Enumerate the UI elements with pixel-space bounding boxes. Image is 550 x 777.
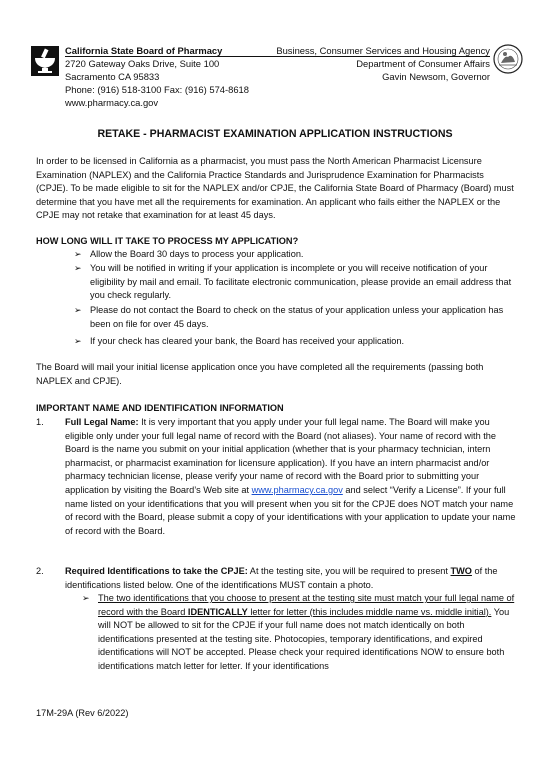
arrow-bullet-icon: ➢ — [82, 593, 90, 603]
address-line-1: 2720 Gateway Oaks Drive, Suite 100 — [65, 58, 220, 69]
section-closing-paragraph: The Board will mail your initial license application once you have completed all the requirements (passing both NAPLEX and CPJE). — [36, 362, 484, 386]
phone-fax: Phone: (916) 518-3100 Fax: (916) 574-8618 — [65, 84, 249, 95]
arrow-bullet-icon: ➢ — [74, 249, 82, 259]
list-item: ➢ You will be notified in writing if your application is incomplete or you will receive notification of your eligibility by mail and email. To facilitate electronic communication, please provide an email address that you check regularly. — [74, 263, 512, 301]
department: Department of Consumer Affairs — [356, 58, 490, 69]
item-number: 1. — [36, 417, 44, 427]
required-identifications-label: Required Identifications to take the CPJE: — [65, 566, 248, 576]
arrow-bullet-icon: ➢ — [74, 336, 82, 346]
section-heading-identification: IMPORTANT NAME AND IDENTIFICATION INFORMATION — [36, 403, 284, 413]
item-number: 2. — [36, 566, 44, 576]
intro-paragraph: In order to be licensed in California as a pharmacist, you must pass the North American Pharmacist Licensure Examination (NAPLEX) and the California Practice Standards and Jurisprudence Examination for Pharmacists (CPJE). To be made eligible to sit for the NAPLEX and/or CPJE, the California State Board of Pharmacy (Board) must determine that you have met all the requirements for examination. An applicant who fails either the NAPLEX or the CPJE may not retake that examination for at least 45 days. — [36, 156, 514, 221]
state-seal — [493, 44, 523, 74]
board-logo — [31, 46, 59, 76]
pharmacy-website-link[interactable]: www.pharmacy.ca.gov — [251, 484, 343, 495]
section-heading-processing: HOW LONG WILL IT TAKE TO PROCESS MY APPLICATION? — [36, 236, 299, 246]
arrow-bullet-icon: ➢ — [74, 305, 82, 315]
governor: Gavin Newsom, Governor — [382, 71, 490, 82]
website: www.pharmacy.ca.gov — [65, 97, 159, 108]
required-identifications-paragraph: Required Identifications to take the CPJE: At the testing site, you will be required to present TWO of the identifications listed below. One of the identifications MUST contain a photo. — [65, 566, 498, 590]
form-number-footer: 17M-29A (Rev 6/2022) — [36, 708, 129, 718]
list-item: ➢ Please do not contact the Board to check on the status of your application unless your application has been on file for over 45 days. — [74, 305, 504, 329]
header-right — [250, 44, 490, 83]
list-item: ➢ Allow the Board 30 days to process your application. — [90, 248, 514, 262]
two-emphasis: TWO — [450, 566, 472, 576]
list-item: ➢ The two identifications that you choose to present at the testing site must match your full legal name of record with the Board IDENTICALLY letter for letter (this includes middle name vs. middle initial). You will NOT be allowed to sit for the CPJE if your full name does not match identically on both identifications presented at the testing site. Photocopies, temporary identifications, and expired identifications will NOT be accepted. Please check your required identifications NOW to ensure both identifications match letter for letter. If your identifications — [82, 593, 515, 671]
page-title: RETAKE - PHARMACIST EXAMINATION APPLICATION INSTRUCTIONS — [97, 128, 453, 140]
arrow-bullet-icon: ➢ — [74, 263, 82, 273]
full-legal-name-paragraph: Full Legal Name: It is very important that you apply under your full legal name. The Board will make you eligible only under your full legal name of record with the Board (not aliases). Your name of record with the Board is the name you submit on your initial application (whether that is your pharmacy technician, intern pharmacist, or pharmacist examination for licensure application). If you have an intern pharmacist and/or pharmacy technician license, please verify your name of record with the Board prior to submitting your application by visiting the Board’s Web site at www.pharmacy.ca.gov and select “Verify a License”. If your full name listed on your identifications that you will present when you sit for the CPJE does NOT match your name of record with the Board, please submit a copy of your identifications with your application to update your name of record with the Board. — [65, 417, 516, 536]
full-legal-name-label: Full Legal Name: — [65, 417, 139, 427]
address-line-2: Sacramento CA 95833 — [65, 71, 160, 82]
org-name: California State Board of Pharmacy — [65, 45, 223, 56]
list-item: ➢ If your check has cleared your bank, the Board has received your application. — [90, 335, 514, 349]
agency: Business, Consumer Services and Housing Agency — [276, 45, 490, 56]
